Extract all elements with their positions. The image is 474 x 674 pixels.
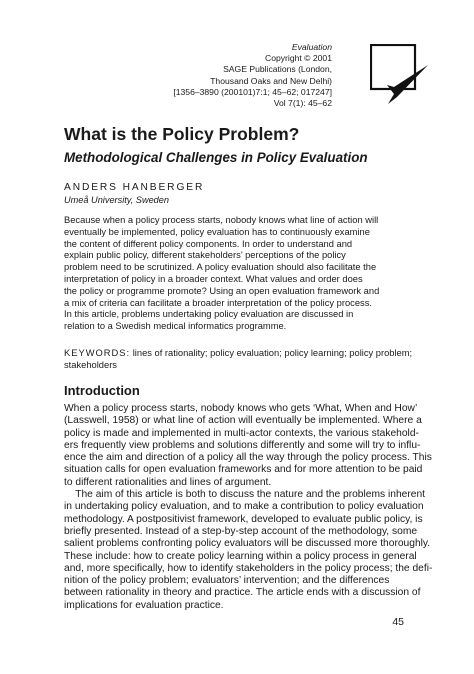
body-line: salient problems confronting policy evaluators will be discussed more thoroughly.: [64, 538, 431, 550]
body-line: When a policy process starts, nobody knows who gets ‘What, When and How’: [64, 403, 418, 414]
body-line: briefly presented. Instead of a step-by-step account of the methodology, some: [64, 525, 418, 537]
journal-issn: [1356–3890 (200101)7:1; 45–62; 017247]: [173, 86, 332, 97]
body-line: ence the aim and direction of a policy all the way through the policy process. This: [64, 452, 432, 464]
body-line: The aim of this article is both to discuss the nature and the problems inherent: [64, 489, 426, 501]
journal-name: Evaluation: [291, 42, 332, 52]
keywords-list: lines of rationality; policy evaluation; policy learning; policy problem; stakeholders: [64, 348, 413, 370]
body-line: ers frequently view problems and solutions differently and some will try to influ-: [64, 439, 421, 451]
article-title: What is the Policy Problem?: [64, 124, 300, 144]
body-line: (Lasswell, 1958) or what line of action will eventually be implemented. Where a: [64, 415, 422, 427]
author-name: ANDERS HANBERGER: [64, 182, 205, 193]
keywords-label: KEYWORDS:: [64, 348, 131, 358]
abstract-line: problem need to be scrutinized. A policy evaluation should also facilitate the: [64, 262, 377, 273]
journal-copyright: Copyright © 2001: [264, 53, 332, 64]
journal-publisher: SAGE Publications (London,: [223, 64, 332, 75]
body-line: and, more specifically, how to identify stakeholders in the policy process; the defi-: [64, 562, 433, 574]
checkmark-box-icon: [370, 44, 432, 106]
journal-volume: Vol 7(1): 45–62: [273, 98, 332, 109]
body-line: in undertaking policy evaluation, and to make a contribution to policy evaluation: [64, 501, 424, 513]
body-line: situation calls for open evaluation frameworks and for more attention to be paid: [64, 464, 423, 476]
abstract: [64, 215, 414, 333]
abstract-line: eventually be implemented, policy evaluation has to continuously examine: [64, 226, 370, 237]
journal-logo: [370, 44, 432, 106]
body-line: between rationality in theory and practice. The article ends with a discussion of: [64, 587, 421, 599]
abstract-line: the content of different policy components. In order to understand and: [64, 238, 353, 249]
body-line: nition of the policy problem; evaluators’ intervention; and the differences: [64, 575, 390, 587]
author-affiliation: Umeå University, Sweden: [64, 195, 170, 205]
body-line: to different rationalities and lines of argument.: [64, 476, 272, 488]
article-subtitle: Methodological Challenges in Policy Evaluation: [64, 150, 368, 165]
abstract-line: interpretation of policy in a broader context. What values and order does: [64, 273, 363, 284]
section-heading-introduction: Introduction: [64, 383, 140, 398]
body-line: methodology. A postpositivist framework, developed to evaluate public policy, is: [64, 513, 423, 525]
abstract-line: Because when a policy process starts, nobody knows what line of action will: [64, 215, 379, 225]
body-line: policy is made and implemented in multi-actor contexts, the various stakehold-: [64, 427, 419, 439]
keywords: [64, 348, 414, 372]
abstract-line: In this article, problems undertaking policy evaluation are discussed in: [64, 309, 354, 320]
abstract-line: the policy or programme promote? Using an open evaluation framework and: [64, 285, 380, 296]
page-number: 45: [392, 616, 404, 628]
journal-publisher-cities: Thousand Oaks and New Delhi): [210, 75, 332, 86]
body-text: [64, 403, 433, 612]
body-line: These include: how to create policy learning within a policy process in general: [64, 550, 417, 562]
abstract-line: a mix of criteria can facilitate a broader interpretation of the policy process.: [64, 297, 372, 308]
abstract-line: relation to a Swedish medical informatics programme.: [64, 321, 287, 332]
body-line: implications for evaluation practice.: [64, 599, 224, 611]
journal-info: [173, 42, 332, 109]
abstract-line: explain public policy, different stakeholders’ perceptions of the policy: [64, 250, 346, 261]
